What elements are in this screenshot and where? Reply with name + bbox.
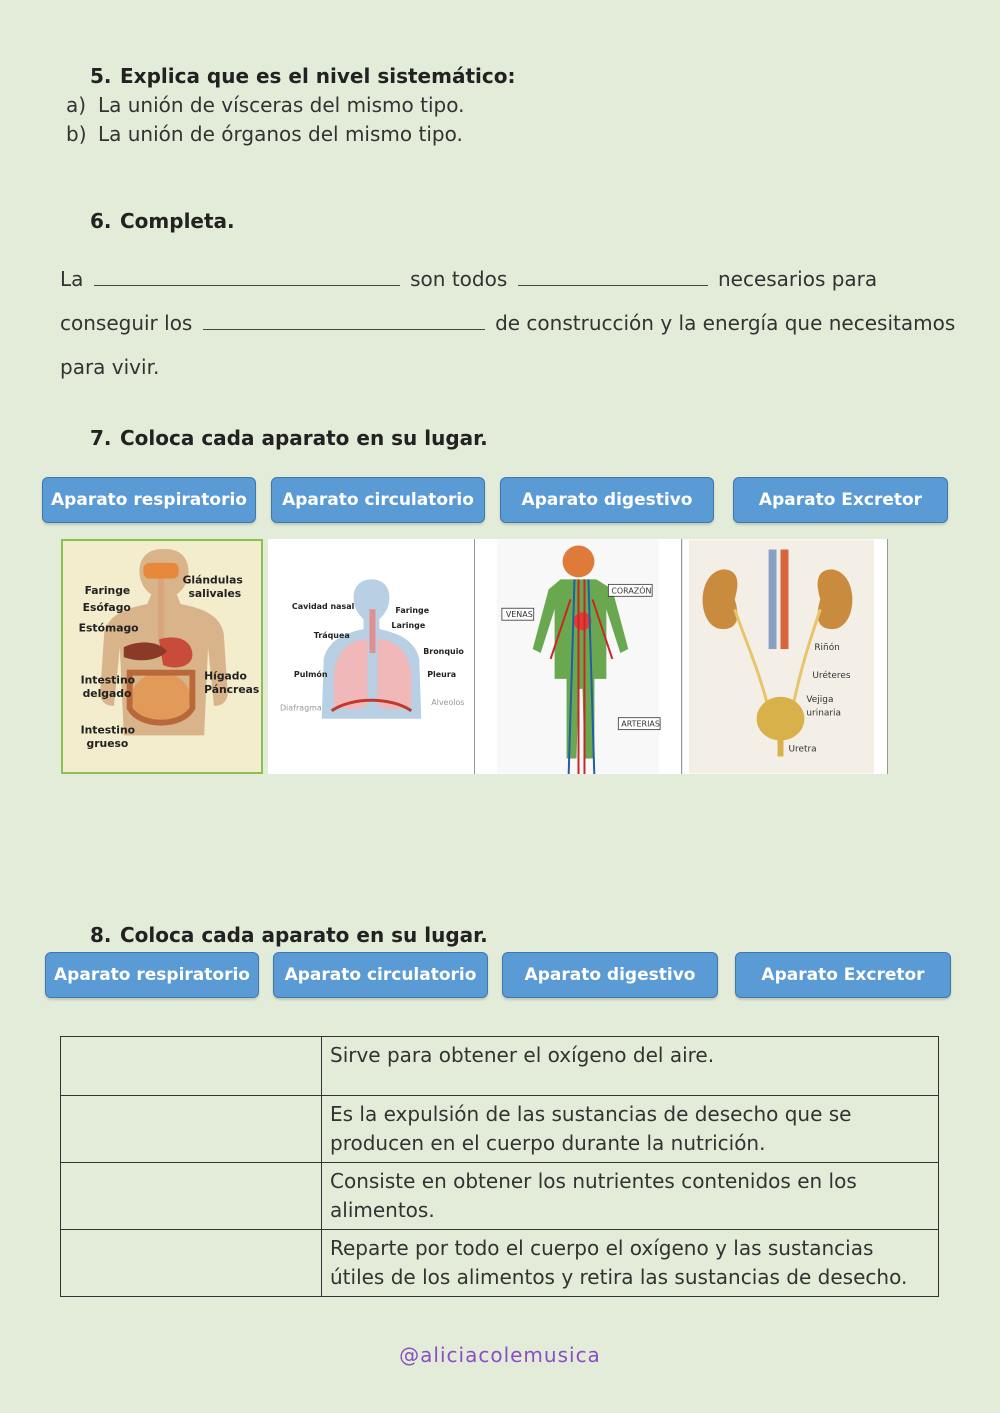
label-esofago: Esófago [82,600,131,614]
label-intestino-1: Intestino [80,673,136,687]
q7-button-excretor[interactable]: Aparato Excretor [733,477,948,523]
footer-credit: @aliciacolemusica [399,1343,601,1367]
q6-text-vivir: para vivir. [60,355,160,379]
digestive-system-drawing [63,541,261,772]
esophagus-organ [158,579,164,646]
q6-line-2 [60,311,955,335]
excretory-system-image[interactable] [683,539,888,774]
label-laringe: Laringe [391,621,426,631]
q6-text-la: La [60,267,84,291]
circulatory-system-drawing [475,539,681,774]
description-cell: Consiste en obtener los nutrientes contenidos en los alimentos. [322,1163,939,1230]
q6-blank-1[interactable] [94,271,400,286]
vena-cava [769,550,777,650]
q7-title [90,426,488,450]
q6-title [90,209,235,233]
label-glandulas: Glándulas [182,573,243,587]
description-cell: Reparte por todo el cuerpo el oxígeno y las sustancias útiles de los alimentos y retira las sustancias de desecho. [322,1230,939,1297]
q6-text-necesarios: necesarios para [717,267,878,291]
q6-line-1 [60,267,877,291]
label-diafragma: Diafragma [279,703,322,713]
label-venas: VENAS [505,610,533,620]
q5-option-a-label: a) [66,93,87,117]
q6-blank-3[interactable] [203,315,485,330]
q6-text-construccion: de construcción y la energía que necesitamos [495,311,956,335]
q8-button-circulatorio[interactable]: Aparato circulatorio [273,952,488,998]
q5-option-a-text: La unión de vísceras del mismo tipo. [98,93,465,117]
q8-title-text: Coloca cada aparato en su lugar. [120,923,488,947]
label-intestino-2: Intestino [80,723,136,737]
q7-button-circulatorio[interactable]: Aparato circulatorio [271,477,485,523]
mouth-organ [143,563,178,579]
q6-title-text: Completa. [120,209,235,233]
label-estomago: Estómago [78,621,139,635]
table-row [61,1037,939,1096]
aorta [781,550,789,650]
label-bronquio: Bronquio [423,647,464,657]
label-arterias: ARTERIAS [621,719,660,729]
q5-number: 5. [90,64,112,88]
label-corazon: CORAZÓN [611,586,652,596]
q8-button-digestivo[interactable]: Aparato digestivo [502,952,718,998]
label-pleura: Pleura [427,669,457,679]
q6-text-son-todos: son todos [410,267,508,291]
label-vejiga: Vejiga [806,694,834,705]
label-higado: Hígado [204,669,247,683]
urethra [778,739,784,757]
digestive-system-image[interactable] [61,539,263,774]
q7-title-text: Coloca cada aparato en su lugar. [120,426,488,450]
respiratory-system-image[interactable] [268,539,475,774]
q8-number: 8. [90,923,112,947]
drop-slot-4[interactable] [61,1230,322,1297]
label-delgado: delgado [82,687,132,701]
q8-button-respiratorio[interactable]: Aparato respiratorio [45,952,259,998]
drop-slot-3[interactable] [61,1163,322,1230]
excretory-system-drawing [683,539,887,774]
q8-button-excretor[interactable]: Aparato Excretor [735,952,951,998]
label-faringe: Faringe [84,584,131,598]
trachea [370,609,376,653]
label-pancreas: Páncreas [204,683,260,697]
label-faringe-resp: Faringe [395,606,430,616]
q6-blank-2[interactable] [518,271,708,286]
drop-slot-2[interactable] [61,1096,322,1163]
head-shape [563,546,595,578]
q8-matching-table [60,1036,939,1297]
description-cell: Sirve para obtener el oxígeno del aire. [322,1037,939,1096]
q6-line-3 [60,355,159,379]
q5-title-text: Explica que es el nivel sistemático: [120,64,516,88]
label-cavidad-nasal: Cavidad nasal [291,602,355,612]
label-grueso: grueso [86,737,129,751]
bladder [757,697,805,741]
table-row [61,1230,939,1297]
label-rinon: Riñón [814,643,840,654]
label-alveolos: Alveolos [431,697,465,707]
circulatory-system-image[interactable] [475,539,682,774]
q6-number: 6. [90,209,112,233]
drop-slot-1[interactable] [61,1037,322,1096]
table-row [61,1096,939,1163]
q5-option-b[interactable] [66,122,463,146]
label-salivales: salivales [188,587,242,601]
description-cell: Es la expulsión de las sustancias de desecho que se producen en el cuerpo durante la nutrición. [322,1096,939,1163]
q5-option-a[interactable] [66,93,464,117]
q7-button-digestivo[interactable]: Aparato digestivo [500,477,714,523]
q5-title [90,64,515,88]
respiratory-system-drawing [268,539,474,774]
q7-button-respiratorio[interactable]: Aparato respiratorio [42,477,256,523]
q8-title [90,923,488,947]
q5-option-b-text: La unión de órganos del mismo tipo. [98,122,463,146]
label-ureteres: Uréteres [812,670,851,681]
q6-text-conseguir: conseguir los [60,311,193,335]
label-urinaria: urinaria [806,708,842,719]
label-pulmon: Pulmón [293,669,328,679]
label-traquea: Tráquea [313,631,350,641]
label-uretra: Uretra [788,744,817,755]
q5-option-b-label: b) [66,122,87,146]
q7-number: 7. [90,426,112,450]
table-row [61,1163,939,1230]
